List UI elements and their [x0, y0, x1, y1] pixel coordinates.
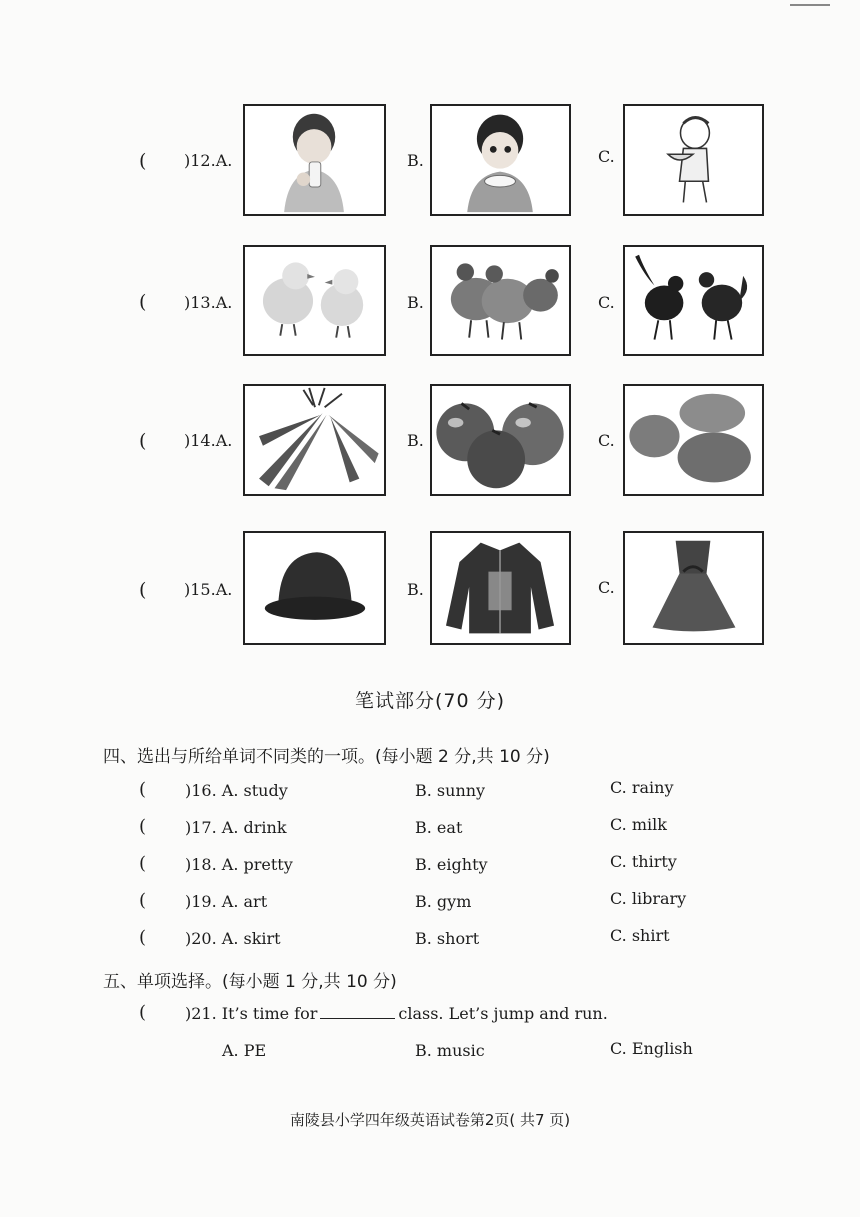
image-tomatoes	[430, 384, 571, 496]
option-b: B. short	[415, 929, 480, 948]
question-20	[0, 926, 860, 955]
question-label: )13.A.	[184, 293, 233, 312]
image-dress	[623, 531, 764, 645]
option-c: C. shirt	[610, 926, 670, 945]
question-21	[0, 1004, 860, 1030]
answer-paren: (	[139, 890, 147, 911]
image-jacket	[430, 531, 571, 645]
option-c: C. library	[610, 889, 687, 908]
stem-after-blank: class. Let’s jump and run.	[398, 1004, 608, 1023]
question-label: )15.A.	[184, 580, 233, 599]
image-roosters	[623, 245, 764, 356]
option-b-label: B.	[407, 151, 424, 170]
option-a: )20. A. skirt	[185, 929, 281, 948]
option-b-label: B.	[407, 293, 424, 312]
question-19	[0, 889, 860, 918]
fill-blank	[320, 1004, 395, 1019]
option-b-label: B.	[407, 431, 424, 450]
question-21-options	[0, 1041, 860, 1067]
answer-paren: (	[139, 816, 147, 837]
question-label: )12.A.	[184, 151, 233, 170]
option-a: )18. A. pretty	[185, 855, 293, 874]
option-c-label: C.	[598, 147, 615, 166]
scan-mark	[790, 4, 830, 6]
option-c: C. thirty	[610, 852, 677, 871]
option-b: B. music	[415, 1041, 485, 1060]
image-potatoes	[623, 384, 764, 496]
written-section-title: 笔试部分(70 分)	[354, 690, 506, 712]
section-4-heading: 四、选出与所给单词不同类的一项。(每小题 2 分,共 10 分)	[103, 747, 550, 767]
option-a: )17. A. drink	[185, 818, 287, 837]
option-b-label: B.	[407, 580, 424, 599]
option-b: B. sunny	[415, 781, 486, 800]
option-b: B. eat	[415, 818, 463, 837]
question-15	[0, 531, 860, 645]
image-boy-drinking-milk	[243, 104, 386, 216]
image-boy-eating-from-bowl	[623, 104, 764, 216]
question-12	[0, 104, 860, 216]
answer-paren: (	[139, 927, 147, 948]
answer-paren: (	[139, 430, 147, 452]
answer-paren: (	[139, 150, 147, 172]
option-c: C. milk	[610, 815, 667, 834]
option-a: )16. A. study	[185, 781, 288, 800]
answer-paren: (	[139, 291, 147, 313]
question-label: )14.A.	[184, 431, 233, 450]
question-21-stem	[185, 1004, 608, 1023]
option-a: )19. A. art	[185, 892, 268, 911]
option-a: A. PE	[222, 1041, 267, 1060]
image-hens	[430, 245, 571, 356]
answer-paren: (	[139, 779, 147, 800]
image-chicks	[243, 245, 386, 356]
question-16	[0, 778, 860, 807]
question-14	[0, 384, 860, 496]
answer-paren: (	[139, 1002, 147, 1023]
answer-paren: (	[139, 579, 147, 601]
section-5-heading: 五、单项选择。(每小题 1 分,共 10 分)	[103, 972, 397, 992]
question-13	[0, 245, 860, 356]
option-c-label: C.	[598, 578, 615, 597]
image-boy-eating-rice	[430, 104, 571, 216]
page-footer: 南陵县小学四年级英语试卷第2页( 共7 页)	[289, 1111, 571, 1129]
image-carrots	[243, 384, 386, 496]
option-c-label: C.	[598, 293, 615, 312]
option-c-label: C.	[598, 431, 615, 450]
option-c: C. English	[610, 1039, 693, 1058]
stem-before-blank: )21. It’s time for	[185, 1004, 318, 1023]
answer-paren: (	[139, 853, 147, 874]
question-17	[0, 815, 860, 844]
option-b: B. gym	[415, 892, 472, 911]
question-18	[0, 852, 860, 881]
image-hat	[243, 531, 386, 645]
option-b: B. eighty	[415, 855, 488, 874]
option-c: C. rainy	[610, 778, 674, 797]
